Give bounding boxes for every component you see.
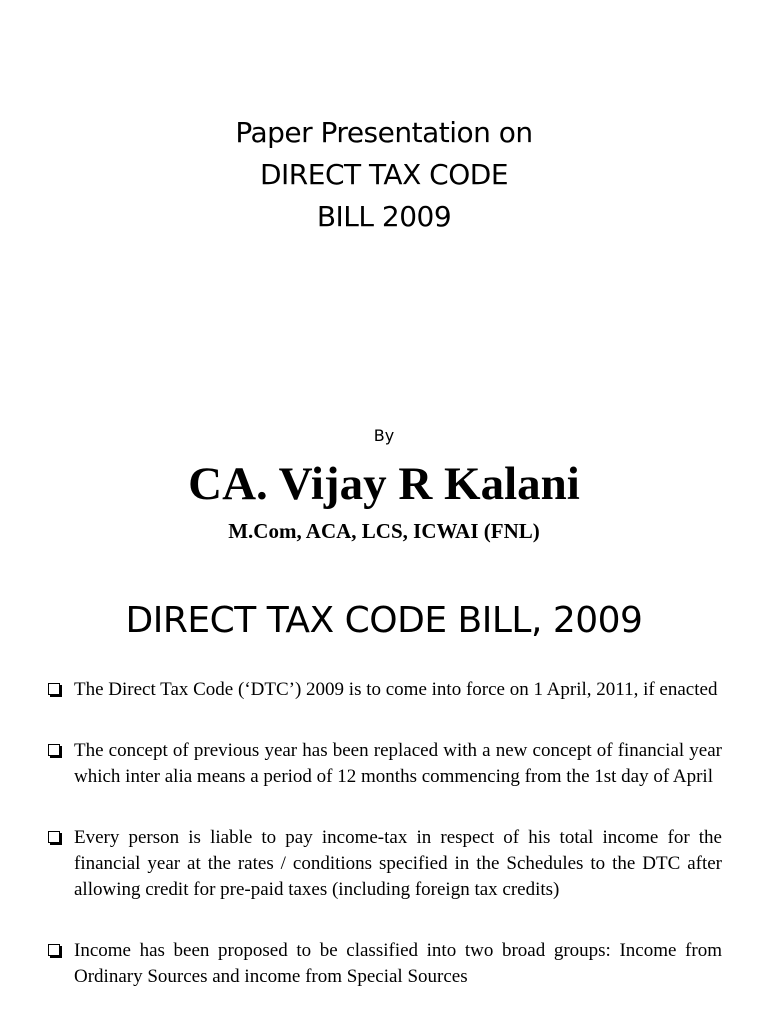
author-name: CA. Vijay R Kalani xyxy=(188,458,580,510)
bullet-text: The concept of previous year has been replaced with a new concept of financial year which inter alia means a period of 12 months commencing from the 1st day of April xyxy=(74,740,722,787)
checkbox-square-icon xyxy=(48,683,60,695)
checkbox-square-icon xyxy=(48,744,60,756)
list-item xyxy=(46,738,722,790)
list-item xyxy=(46,677,722,703)
bullet-text: Income has been proposed to be classified into two broad groups: Income from Ordinary Sources and income from Special Sources xyxy=(74,940,722,987)
presentation-title xyxy=(0,112,768,238)
list-item xyxy=(46,938,722,990)
title-line-3: BILL 2009 xyxy=(316,200,452,233)
author-qualifications: M.Com, ACA, LCS, ICWAI (FNL) xyxy=(228,519,540,543)
bullet-list xyxy=(46,677,722,1025)
checkbox-square-icon xyxy=(48,944,60,956)
title-line-2: DIRECT TAX CODE xyxy=(259,158,509,191)
bullet-text: Every person is liable to pay income-tax in respect of his total income for the financial year at the rates / conditions specified in the Schedules to the DTC after allowing credit for pre-paid taxes (including foreign tax credits) xyxy=(74,827,722,900)
bullet-text: The Direct Tax Code (‘DTC’) 2009 is to come into force on 1 April, 2011, if enacted xyxy=(74,679,718,700)
by-label: By xyxy=(373,426,395,445)
section-heading: DIRECT TAX CODE BILL, 2009 xyxy=(125,600,643,641)
checkbox-square-icon xyxy=(48,831,60,843)
list-item xyxy=(46,825,722,903)
title-line-1: Paper Presentation on xyxy=(235,116,533,149)
